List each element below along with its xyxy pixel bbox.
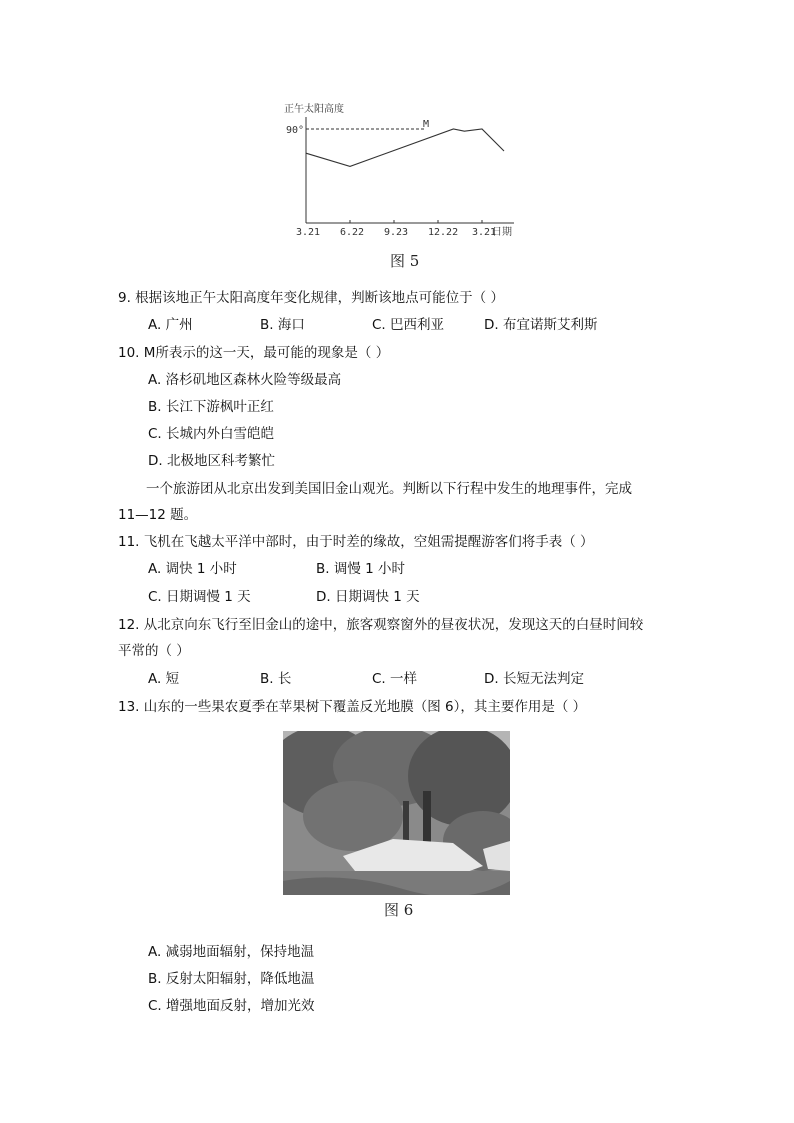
marker-m-label: M [423,119,430,130]
q9-option-a[interactable]: A. 广州 [148,317,193,333]
question-10-text: 10. M所表示的这一天，最可能的现象是（ ） [118,345,390,361]
q11-option-d[interactable]: D. 日期调快 1 天 [316,589,420,605]
q9-option-c[interactable]: C. 巴西利亚 [372,317,445,333]
question-12-line-2: 平常的（ ） [118,643,190,659]
q11-option-c[interactable]: C. 日期调慢 1 天 [148,589,251,605]
q12-option-a[interactable]: A. 短 [148,671,180,687]
q13-option-a[interactable]: A. 减弱地面辐射，保持地温 [148,944,315,960]
question-13-text: 13. 山东的一些果农夏季在苹果树下覆盖反光地膜（图 6），其主要作用是（ ） [118,699,587,715]
question-9-text: 9. 根据该地正午太阳高度年变化规律，判断该地点可能位于（ ） [118,290,504,306]
chart-x-label: 日期 [492,227,512,238]
x-tick-label: 3.21 [296,227,321,238]
figure5-caption: 图 5 [390,252,420,270]
figure6-photo [283,731,510,895]
x-tick-label: 9.23 [384,227,409,238]
q9-option-d[interactable]: D. 布宜诺斯艾利斯 [484,317,598,333]
q13-option-c[interactable]: C. 增强地面反射，增加光效 [148,998,315,1014]
q10-option-a[interactable]: A. 洛杉矶地区森林火险等级最高 [148,372,342,388]
q12-option-c[interactable]: C. 一样 [372,671,418,687]
question-12-line-1: 12. 从北京向东飞行至旧金山的途中，旅客观察窗外的昼夜状况，发现这天的白昼时间较 [118,617,644,633]
q9-option-b[interactable]: B. 海口 [260,317,305,333]
x-tick-label: 3.21 [472,227,497,238]
chart-y-label: 正午太阳高度 [284,104,344,115]
question-11-text: 11. 飞机在飞越太平洋中部时，由于时差的缘故，空姐需提醒游客们将手表（ ） [118,534,594,550]
figure5-chart [270,95,530,245]
q11-option-b[interactable]: B. 调慢 1 小时 [316,561,406,577]
y-tick-90: 90° [286,125,305,136]
q10-option-c[interactable]: C. 长城内外白雪皑皑 [148,426,275,442]
x-tick-label: 12.22 [428,227,459,238]
figure6-caption: 图 6 [384,901,414,919]
q11-option-a[interactable]: A. 调快 1 小时 [148,561,237,577]
q13-option-b[interactable]: B. 反射太阳辐射，降低地温 [148,971,315,987]
q10-option-b[interactable]: B. 长江下游枫叶正红 [148,399,274,415]
series-line [306,129,504,166]
q12-option-d[interactable]: D. 长短无法判定 [484,671,584,687]
x-tick-label: 6.22 [340,227,365,238]
passage-line-1: 一个旅游团从北京出发到美国旧金山观光。判断以下行程中发生的地理事件，完成 [146,481,632,497]
passage-line-2: 11—12 题。 [118,507,198,523]
q10-option-d[interactable]: D. 北极地区科考繁忙 [148,453,275,469]
q12-option-b[interactable]: B. 长 [260,671,292,687]
